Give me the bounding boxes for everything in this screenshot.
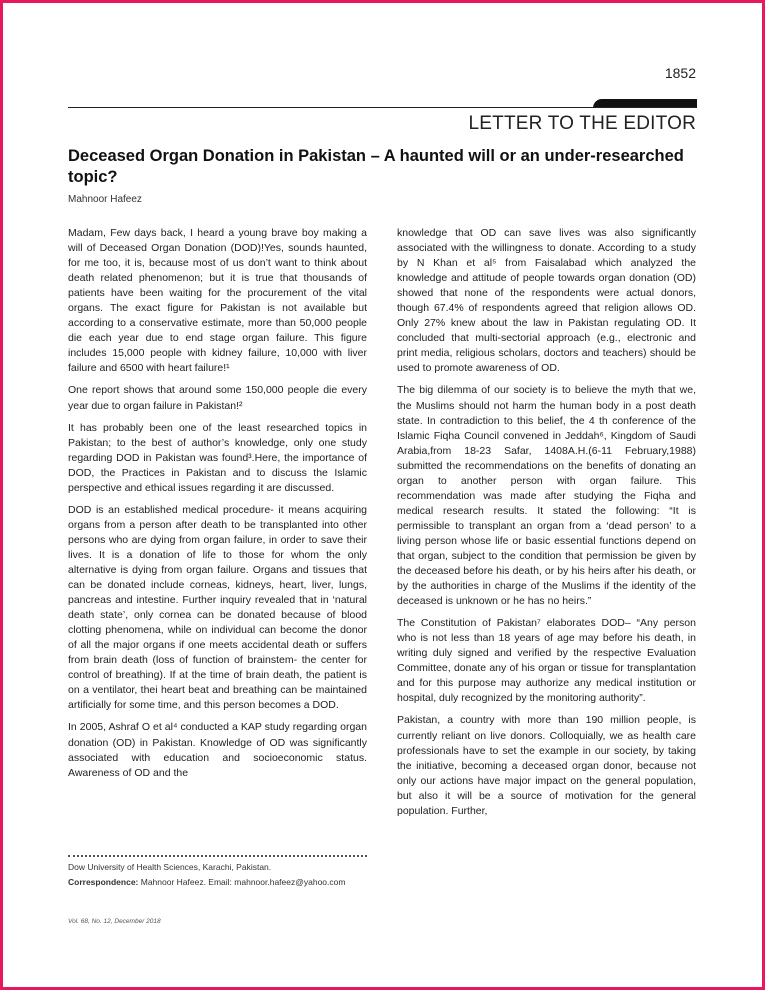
journal-footer: Vol. 68, No. 12, December 2018 xyxy=(68,918,161,925)
paragraph: knowledge that OD can save lives was also significantly associated with the willingness to donate. According to a study by N Khan et al⁵ from Faisalabad which analyzed the knowledge and attitude of people towards organ donation (OD) showed that none of the respondents were actual donors, though 67.4% of respondents agreed that religion allows OD. Only 27% knew about the law in Pakistan regulating OD. It concluded that multi-sectorial approach (e.g., electronic and print media, religious scholars, doctors and teachers) should be used to promote awareness of OD. xyxy=(397,227,696,375)
article-title: Deceased Organ Donation in Pakistan – A haunted will or an under-researched topic? xyxy=(68,147,684,186)
paragraph: Pakistan, a country with more than 190 million people, is currently reliant on live donors. Colloquially, we as health care professionals have to set the example in our society, by taking the initiative, becoming a deceased organ donor, because not only our actions have major impact on the general population, but also it will be a source of motivation for the general population. Further, xyxy=(397,714,696,817)
paragraph: One report shows that around some 150,000 people die every year due to organ failure in Pakistan!² xyxy=(68,384,367,412)
left-column xyxy=(68,226,367,788)
correspondence-line xyxy=(68,877,345,887)
paragraph: In 2005, Ashraf O et al⁴ conducted a KAP study regarding organ donation (OD) in Pakistan. Knowledge of OD was significantly associated with education and socioeconomic status. Awareness of OD and the xyxy=(68,721,367,779)
paragraph: It has probably been one of the least researched topics in Pakistan; to the best of author’s knowledge, only one study regarding DOD in Pakistan was found³.Here, the importance of DOD, the Practices in Pakistan and to discuss the Islamic perspective and ethical issues regarding it are discussed. xyxy=(68,421,367,494)
correspondence-label: Correspondence: xyxy=(68,877,139,887)
paragraph: The big dilemma of our society is to believe the myth that we, the Muslims should not harm the human body in a post death state. In contradiction to this belief, the 4 th conference of the Islamic Fiqha Council convened in Jeddah⁶, Kingdom of Saudi Arabia,from 18-23 Safar, 1408A.H.(6-11 February,1988) submitted the recommendations on the benefits of donating an organ to another person with organ failure. This recommendation was made after studying the Fiqha and medical research results. It stated the following: “It is permissible to transplant an organ from a ‘dead person’ to a living person whose life or basic essential functions depend on that organ, subject to the condition that permission be given by the deceased before his death, or by his heirs after his death, or by the authorities in charge of the Muslims if the identity of the deceased is unknown or he has no heirs.” xyxy=(397,384,696,608)
header-rule xyxy=(68,107,697,108)
author-name: Mahnoor Hafeez xyxy=(68,194,142,205)
footnote-divider xyxy=(68,855,367,857)
paragraph: The Constitution of Pakistan⁷ elaborates DOD– “Any person who is not less than 18 years of age may before his death, in writing duly signed and verified by the respective Evaluation Committee, donate any of his organ or tissue for transplantation and for this purpose may authorize any medical institution or hospital, duly recognized by the monitoring authority”. xyxy=(397,617,696,705)
paragraph: DOD is an established medical procedure- it means acquiring organs from a person after death to be transplanted into other persons who are dying from organ failure, in order to save their lives. It is a donation of life to those for whom the only alternative is dying from organ failure. Organs and tissues that can be donated include corneas, kidneys, heart, liver, lungs, pancreas and intestine. Further inquiry revealed that in ‘natural death state’, only cornea can be donated because of blood clotting phenomena, while on individual can become the donor of all the major organs if one meets accidental death or suffers from brain death (loss of function of brainstem- the center for control of breathing). If at the time of brain death, the patient is on a ventilator, thei heart beat and breathing can be maintained artificially for some time, and this person becomes a DOD. xyxy=(68,503,367,712)
right-column xyxy=(397,226,696,826)
page-number: 1852 xyxy=(664,65,696,81)
correspondence-details: Mahnoor Hafeez. Email: mahnoor.hafeez@yahoo.com xyxy=(138,877,346,887)
paragraph: Madam, Few days back, I heard a young brave boy making a will of Deceased Organ Donation (DOD)!Yes, sounds haunted, for me too, it is, because most of us don’t want to think about death related phenomenon; but it is true that thousands of patients have been waiting for the procurement of the vital organs. The exact figure for Pakistan is not available but according to a conservative estimate, more than 50,000 people die each year due to end stage organ failure. This figure includes 15,000 people with kidney failure, 10,000 with liver failure and 6500 with heart failure!¹ xyxy=(68,227,367,375)
section-label: LETTER TO THE EDITOR xyxy=(468,113,696,134)
author-affiliation: Dow University of Health Sciences, Karachi, Pakistan. xyxy=(68,862,272,872)
